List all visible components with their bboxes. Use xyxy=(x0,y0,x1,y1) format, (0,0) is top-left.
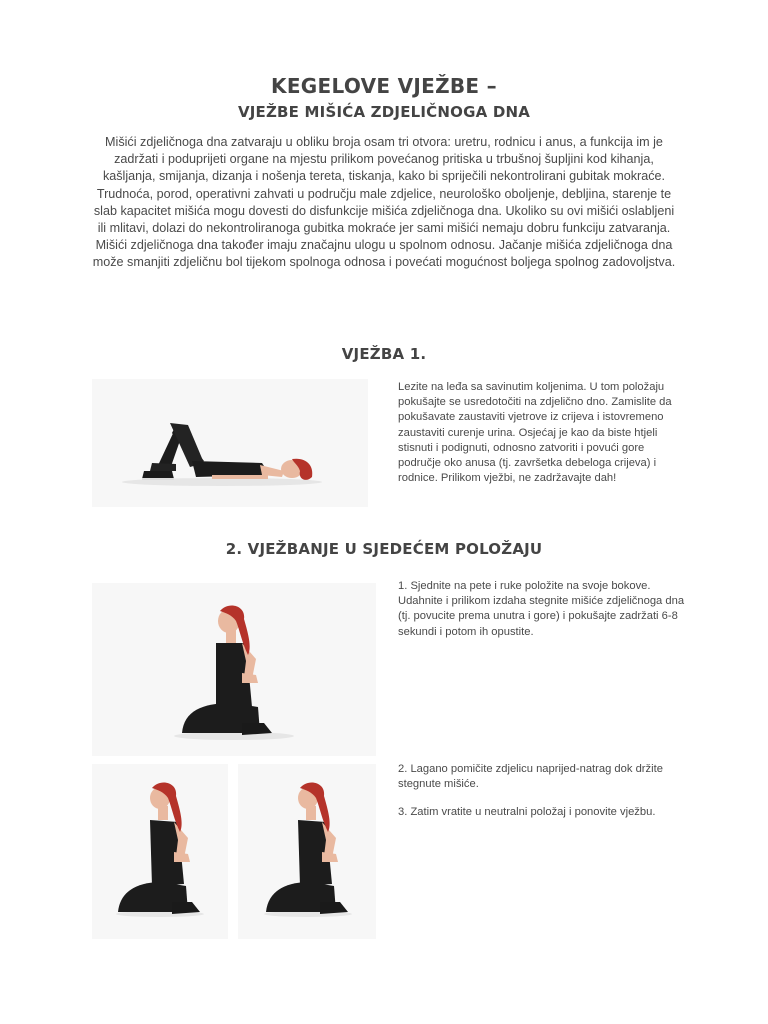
kneeling-exercise-photo-3 xyxy=(238,764,376,939)
exercise-2-heading: 2. VJEŽBANJE U SJEDEĆEM POLOŽAJU xyxy=(225,540,543,558)
kneeling-exercise-photo-1 xyxy=(92,583,376,756)
page-subtitle: VJEŽBE MIŠIĆA ZDJELIČNOGA DNA xyxy=(237,103,531,121)
kneeling-exercise-photo-2 xyxy=(92,764,228,939)
exercise-2-steps-2-3 xyxy=(398,762,698,834)
exercise-2-step-3: 3. Zatim vratite u neutralni položaj i ponovite vježbu. xyxy=(398,806,656,819)
lying-exercise-photo xyxy=(92,379,368,507)
page-title: KEGELOVE VJEŽBE – xyxy=(271,74,497,98)
intro-paragraph: Mišići zdjeličnoga dna zatvaraju u obliku broja osam tri otvora: uretru, rodnicu i anus, a funkcija im je zadržati i poduprijeti organe na mjestu prilikom povećanog pritiska u trbušnoj šupljini kod kihanja, kašljanja, smijanja, dizanja i nošenja tereta, tiskanja, kako bi spriječili nekontrolirani gubitak mokraće. Trudnoća, porod, operativni zahvati u području male zdjelice, neurološko oboljenje, debljina, starenje te slab kapacitet mišića mogu dovesti do disfunkcije mišića zdjeličnoga dna. Ukoliko su ovi mišići oslabljeni ili mlitavi, dolazi do nekontroliranoga gubitka mokraće jer sami mišići nemaju dobru funkciju zatvaranja. Mišići zdjeličnoga dna također imaju značajnu ulogu u spolnom odnosu. Jačanje mišića zdjeličnoga dna može smanjiti zdjeličnu bol tijekom spolnoga odnosa i povećati mogućnost boljega spolnog zadovoljstva. xyxy=(92,135,676,270)
exercise-2-step-1: 1. Sjednite na pete i ruke položite na svoje bokove. Udahnite i prilikom izdaha stegnite mišiće zdjeličnoga dna (tj. povucite prema unutra i gore) i pokušajte zadržati 6-8 sekundi i potom ih opustite. xyxy=(398,580,685,638)
exercise-1-heading: VJEŽBA 1. xyxy=(341,345,427,363)
exercise-2-step-2: 2. Lagano pomičite zdjelicu naprijed-natrag dok držite stegnute mišiće. xyxy=(398,763,663,791)
exercise-1-description: Lezite na leđa sa savinutim koljenima. U tom položaju pokušajte se usredotočiti na zdjelično dno. Zamislite da pokušavate zaustaviti vjetrove iz crijeva i istovremeno zaustaviti curenje urina. Osjećaj je kao da biste htjeli stisnuti i podignuti, odnosno zatvoriti i povući gore područje oko anusa (tj. završetka debeloga crijeva) i rodnice. Prilikom vježbi, ne zadržavajte dah! xyxy=(398,381,672,485)
